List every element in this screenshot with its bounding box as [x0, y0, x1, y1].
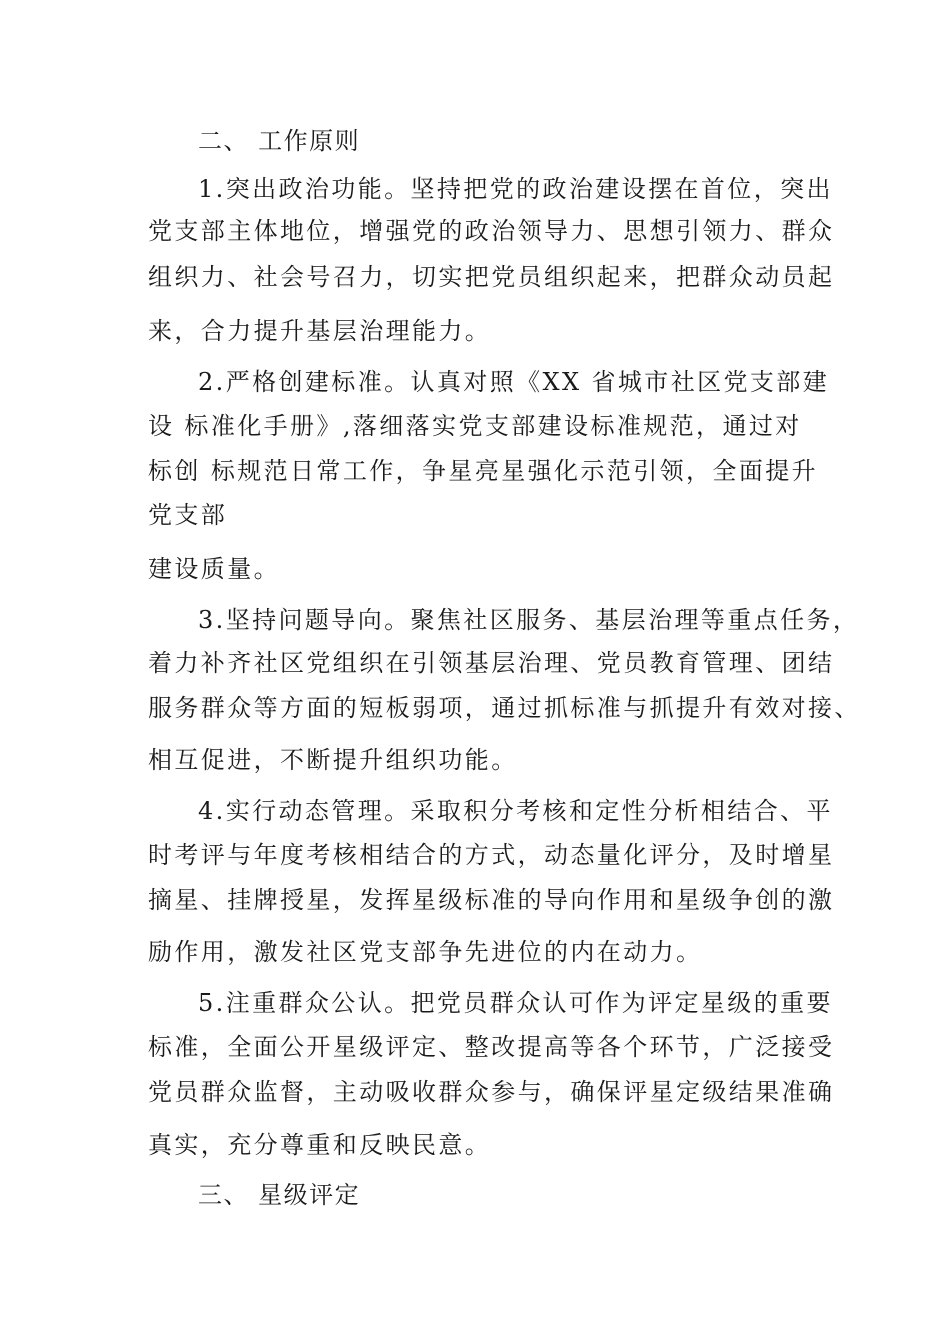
paragraph-3-line-2: 着力补齐社区党组织在引领基层治理、党员教育管理、团结	[148, 649, 835, 677]
paragraph-4-line-3: 摘星、挂牌授星，发挥星级标准的导向作用和星级争创的激	[148, 886, 835, 914]
paragraph-1-line-1: 1.突出政治功能。坚持把党的政治建设摆在首位，突出	[198, 175, 833, 203]
paragraph-1-line-2: 党支部主体地位，增强党的政治领导力、思想引领力、群众	[148, 217, 835, 245]
paragraph-2-line-5: 建设质量。	[148, 555, 280, 583]
paragraph-2-line-2: 设 标准化手册》,落细落实党支部建设标准规范，通过对	[148, 412, 802, 440]
paragraph-3-line-4: 相互促进，不断提升组织功能。	[148, 746, 518, 774]
paragraph-4-line-1: 4.实行动态管理。采取积分考核和定性分析相结合、平	[198, 797, 833, 825]
paragraph-5-line-2: 标准，全面公开星级评定、整改提高等各个环节，广泛接受	[148, 1033, 835, 1061]
paragraph-1-line-3: 组织力、社会号召力，切实把党员组织起来，把群众动员起	[148, 263, 835, 291]
paragraph-5-line-3: 党员群众监督，主动吸收群众参与，确保评星定级结果准确	[148, 1078, 835, 1106]
paragraph-2-line-4: 党支部	[148, 501, 228, 529]
section-heading-star-rating: 三、 星级评定	[198, 1181, 361, 1209]
paragraph-2-line-3: 标创 标规范日常工作，争星亮星强化示范引领，全面提升	[148, 457, 819, 485]
section-heading-principles: 二、 工作原则	[198, 127, 361, 155]
paragraph-5-line-1: 5.注重群众公认。把党员群众认可作为评定星级的重要	[198, 989, 833, 1017]
paragraph-4-line-2: 时考评与年度考核相结合的方式，动态量化评分，及时增星	[148, 841, 835, 869]
paragraph-5-line-4: 真实，充分尊重和反映民意。	[148, 1131, 492, 1159]
paragraph-4-line-4: 励作用，激发社区党支部争先进位的内在动力。	[148, 938, 703, 966]
paragraph-1-line-4: 来，合力提升基层治理能力。	[148, 317, 492, 345]
paragraph-3-line-1: 3.坚持问题导向。聚焦社区服务、基层治理等重点任务，	[198, 606, 860, 634]
paragraph-2-line-1: 2.严格创建标准。认真对照《XX 省城市社区党支部建	[198, 368, 830, 396]
paragraph-3-line-3: 服务群众等方面的短板弱项，通过抓标准与抓提升有效对接、	[148, 694, 861, 722]
